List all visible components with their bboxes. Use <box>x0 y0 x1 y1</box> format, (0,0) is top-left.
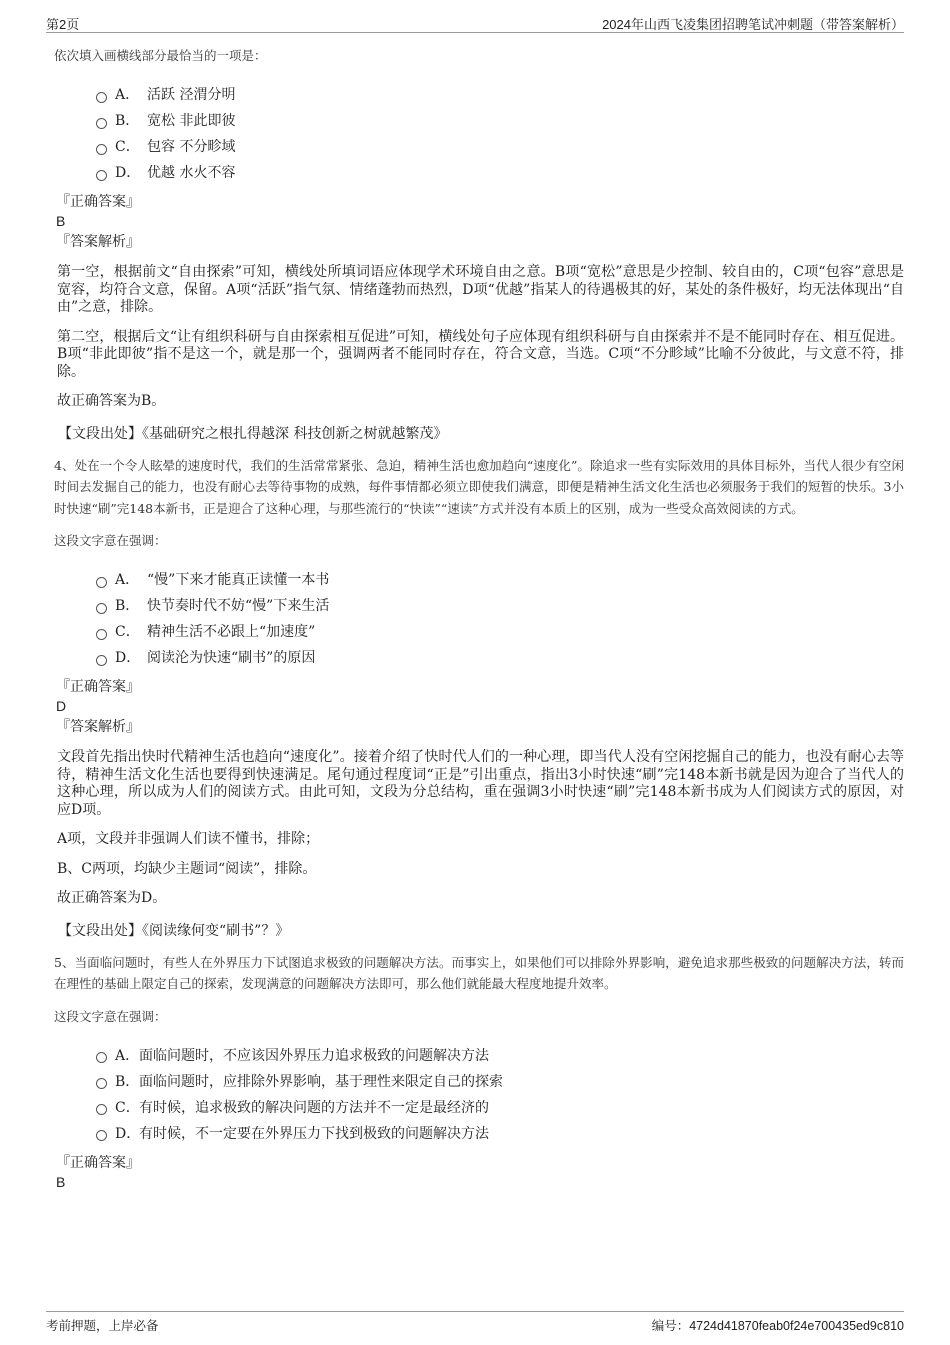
q3-answer-label: 『正确答案』 <box>56 194 140 210</box>
q5-option-d[interactable] <box>96 1121 904 1147</box>
option-text: 快节奏时代不妨“慢”下来生活 <box>147 598 330 614</box>
q5-answer: B <box>56 1173 66 1190</box>
option-letter: C． <box>115 139 140 155</box>
option-letter: C． <box>115 1099 140 1116</box>
q5-option-b[interactable] <box>96 1069 904 1095</box>
radio-button[interactable] <box>96 577 107 588</box>
q4-answer-label: 『正确答案』 <box>56 679 140 695</box>
option-letter: A． <box>115 572 140 588</box>
main-content <box>46 40 904 1191</box>
q4-analysis-para: 文段首先指出快时代精神生活也趋向“速度化”。接着介绍了快时代人们的一种心理，即当代人没有空闲挖掘自己的能力，也没有耐心去等待，精神生活文化生活也要得到快速满足。尾句通过程度词“正是”引出重点，指出3小时快速“刷”完148本新书就是因为迎合了当代人的这种心理，所以成为人们的阅读方式。由此可知，文段为分总结构，重在强调3小时快速“刷”完148本新书成为人们阅读方式的原因，对应D项。 <box>57 749 904 818</box>
option-text: 活跃 泾渭分明 <box>147 87 236 103</box>
q4-option-c[interactable] <box>96 619 904 645</box>
q4-ask: 这段文字意在强调： <box>54 533 167 548</box>
radio-button[interactable] <box>96 1078 107 1089</box>
q4-analysis-para: A项，文段并非强调人们读不懂书，排除； <box>57 831 320 847</box>
document-title: 2024年山西飞凌集团招聘笔试冲刺题（带答案解析） <box>602 17 904 32</box>
option-text: 面临问题时，应排除外界影响，基于理性来限定自己的探索 <box>139 1073 503 1090</box>
q3-source: 【文段出处】《基础研究之根扎得越深 科技创新之树就越繁茂》 <box>58 425 448 442</box>
document-code: 编号：4724d41870feab0f24e700435ed9c810 <box>651 1319 904 1333</box>
option-text: 优越 水火不容 <box>147 165 236 181</box>
q3-analysis-label: 『答案解析』 <box>56 234 140 250</box>
option-letter: A． <box>115 1047 140 1064</box>
option-letter: D． <box>115 165 141 181</box>
q4-analysis-para: B、C两项，均缺少主题词“阅读”，排除。 <box>57 860 317 877</box>
q5-text: 5、当面临问题时，有些人在外界压力下试图追求极致的问题解决方法。而事实上，如果他们可以排除外界影响，避免追求那些极致的问题解决方法，转而在理性的基础上限定自己的探索，发现满意的问题解决方法即可，那么他们就能最大程度地提升效率。 <box>54 954 904 991</box>
q4-options <box>96 567 904 671</box>
radio-button[interactable] <box>96 1130 107 1141</box>
radio-button[interactable] <box>96 144 107 155</box>
option-text: “慢”下来才能真正读懂一本书 <box>147 572 330 588</box>
q3-options <box>96 82 904 186</box>
q3-option-b[interactable] <box>96 108 904 134</box>
option-letter: A． <box>115 87 140 103</box>
q4-option-b[interactable] <box>96 593 904 619</box>
page-header <box>46 10 904 33</box>
q3-option-c[interactable] <box>96 134 904 160</box>
option-letter: D． <box>115 1125 141 1142</box>
q4-analysis-label: 『答案解析』 <box>56 719 140 735</box>
q5-ask: 这段文字意在强调： <box>54 1008 167 1024</box>
radio-button[interactable] <box>96 170 107 181</box>
option-text: 有时候，追求极致的解决问题的方法并不一定是最经济的 <box>139 1099 489 1116</box>
q3-analysis-conclusion: 故正确答案为B。 <box>57 393 166 409</box>
q5-options <box>96 1043 904 1147</box>
q4-option-d[interactable] <box>96 645 904 671</box>
page-footer <box>46 1311 904 1333</box>
radio-button[interactable] <box>96 1052 107 1063</box>
radio-button[interactable] <box>96 629 107 640</box>
q5-option-c[interactable] <box>96 1095 904 1121</box>
q3-analysis-para: 第二空，根据后文“让有组织科研与自由探索相互促进”可知，横线处句子应体现有组织科研与自由探索并不是不能同时存在、相互促进。B项“非此即彼”指不是这一个，就是那一个，强调两者不能同时存在，符合文意，当选。C项“不分畛域”比喻不分彼此，与文意不符，排除。 <box>57 328 904 380</box>
option-letter: B． <box>115 1073 140 1090</box>
q3-prompt: 依次填入画横线部分最恰当的一项是： <box>54 48 267 63</box>
q5-answer-label: 『正确答案』 <box>56 1154 140 1171</box>
q5-option-a[interactable] <box>96 1043 904 1069</box>
q4-option-a[interactable] <box>96 567 904 593</box>
q4-source: 【文段出处】《阅读缘何变“刷书”？》 <box>58 922 290 939</box>
radio-button[interactable] <box>96 603 107 614</box>
option-text: 阅读沦为快速“刷书”的原因 <box>147 650 316 666</box>
radio-button[interactable] <box>96 92 107 103</box>
q4-analysis-conclusion: 故正确答案为D。 <box>57 890 167 906</box>
option-letter: B． <box>115 598 140 614</box>
radio-button[interactable] <box>96 655 107 666</box>
option-text: 有时候，不一定要在外界压力下找到极致的问题解决方法 <box>139 1125 489 1142</box>
option-letter: B． <box>115 113 140 129</box>
option-text: 面临问题时，不应该因外界压力追求极致的问题解决方法 <box>139 1047 489 1064</box>
option-text: 精神生活不必跟上“加速度” <box>147 624 316 640</box>
radio-button[interactable] <box>96 1104 107 1115</box>
footer-slogan: 考前押题，上岸必备 <box>46 1319 159 1333</box>
q4-answer: D <box>56 698 67 714</box>
q3-option-d[interactable] <box>96 160 904 186</box>
q3-analysis-para: 第一空，根据前文“自由探索”可知，横线处所填词语应体现学术环境自由之意。B项“宽松”意思是少控制、较自由的，C项“包容”意思是宽容，均符合文意，保留。A项“活跃”指气氛、情绪蓬勃而热烈，D项“优越”指某人的待遇极其的好，某处的条件极好，均无法体现出“自由”之意，排除。 <box>57 264 904 315</box>
option-letter: C． <box>115 624 140 640</box>
option-letter: D． <box>115 650 141 666</box>
q3-answer: B <box>56 213 66 229</box>
radio-button[interactable] <box>96 118 107 129</box>
q4-text: 4、处在一个令人眩晕的速度时代，我们的生活常常紧张、急迫，精神生活也愈加趋向“速度化”。除追求一些有实际效用的具体目标外，当代人很少有空闲时间去发掘自己的能力，也没有耐心去等待事物的成熟，每件事情都必须立即使我们满意，即便是精神生活文化生活也必须服务于我们的短暂的快乐。3小时快速“刷”完148本新书，正是迎合了这种心理，与那些流行的“快读”“速读”方式并没有本质上的区别，成为一些受众高效阅读的方式。 <box>54 457 904 516</box>
option-text: 宽松 非此即彼 <box>147 113 236 129</box>
q3-option-a[interactable] <box>96 82 904 108</box>
option-text: 包容 不分畛域 <box>147 139 236 155</box>
page-number: 第2页 <box>46 17 80 32</box>
